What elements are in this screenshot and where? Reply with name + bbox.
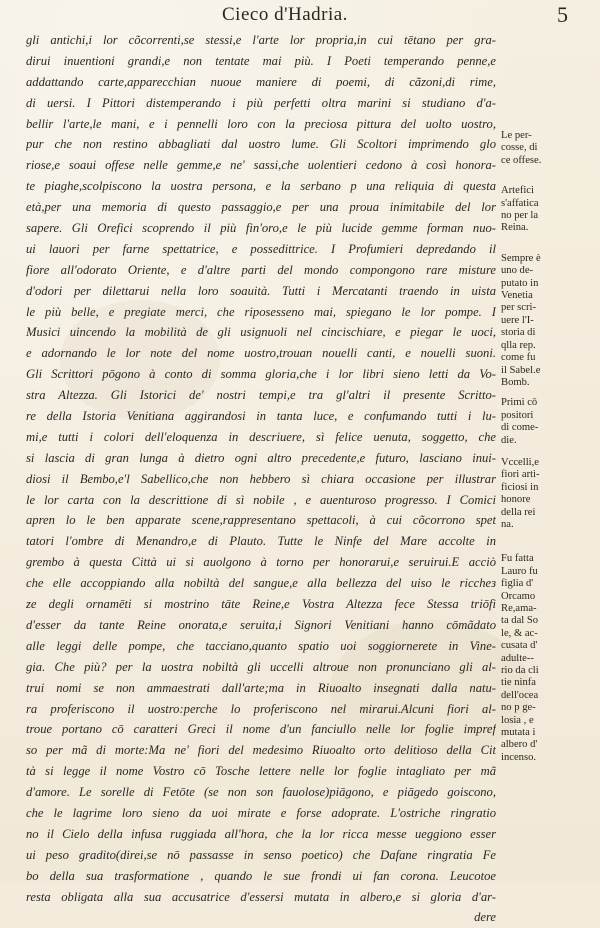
text-line: Gli Scrittori pōgono à conto di somma gloria,che i lor libri sieno letti da Vo- <box>26 367 496 382</box>
text-line: le lor carta con la descrittione di sì nobile , e auenturoso progresso. I Comici <box>26 492 496 507</box>
text-line: e adornando le lor note del nome uostro,trouan nouelli canti, e nouelli suoni. <box>26 346 496 361</box>
margin-note <box>501 130 579 167</box>
margin-notes <box>501 130 579 768</box>
margin-note-line: Vccelli,e <box>501 456 539 468</box>
margin-note-line: putato in <box>501 277 539 289</box>
text-line: re della Istoria Venitiana aggirandosi in tanta luce, e confumando tutti i lu- <box>26 409 496 424</box>
margin-note-line: figlia d' <box>501 578 534 590</box>
margin-note-line: cusata d' <box>501 640 538 652</box>
text-line: troue portano cō caratteri Greci il nome d'un fanciullo nelle lor foglie impref <box>26 722 496 737</box>
margin-note-line: albero d' <box>501 739 538 751</box>
margin-note-line: ficiosi in <box>501 481 539 493</box>
text-line: pur che non restino abbagliati dal uostro lume. Gli Scoltori imprimendo glo <box>26 137 496 152</box>
text-line: apren lo le ben apparate scene,rappresentano spettacoli, à cui cõcorrono spet <box>26 513 496 528</box>
margin-note-line: incenso. <box>501 751 537 763</box>
margin-note-line: il Sabel.e <box>501 364 541 376</box>
margin-note-line: dell'ocea <box>501 689 539 701</box>
text-line: so per mã di morte:Ma ne' fiori del medesimo Riuoalto orto delitioso della Cit <box>26 743 496 758</box>
page-number: 5 <box>557 2 568 27</box>
text-line: fiore all'odorato Oriente, e d'altre parti del mondo compongono rare misture <box>26 262 496 277</box>
text-line: trui nomi se non ammaestrati dall'arte;ma in Riuoalto insegnati dalla natu- <box>26 680 496 695</box>
margin-note-line: s'affatica <box>501 197 539 209</box>
text-line: bo della sua trasformatione , quando le sue frondi ui fan corona. Leucotoe <box>26 868 496 883</box>
margin-note-line: Le per- <box>501 130 532 141</box>
margin-note-line: uno de- <box>501 265 534 277</box>
margin-note-line: no p ge- <box>501 702 536 714</box>
margin-note-line: storia di <box>501 327 536 339</box>
text-line: bellir l'arte,le mani, e i pennelli loro con la preciosa pittura del uolto uostro, <box>26 116 496 131</box>
margin-note-line: Orcamo <box>501 590 536 602</box>
margin-note-line: della rei <box>501 506 536 518</box>
margin-note-line: Fu fatta <box>501 553 534 565</box>
text-line: d'esser da tante Reine onorata,e seruita,i Signori Venitiani hanno cōmãdato <box>26 617 496 632</box>
text-line: che le lagrime loro sieno da uoi mirate e forse adoprate. L'ostriche ringratio <box>26 805 496 820</box>
margin-note-line: per scri- <box>501 302 536 314</box>
text-line: stra Altezza. Gli Istorici de' nostri tempi,e tra gl'altri il presente Scritto- <box>26 388 496 403</box>
text-line: te piaghe,scolpiscono la uostra persona, e la serbano p una reliquia di questa <box>26 179 496 194</box>
margin-note <box>501 397 579 447</box>
text-line: età,per una memoria di questo passaggio,e per una proua inimitabile del lor <box>26 200 496 215</box>
margin-note-line: tie ninfa <box>501 677 537 689</box>
margin-note-line: ce offese. <box>501 154 542 166</box>
margin-note-line: le, & ac- <box>501 627 538 639</box>
page-header <box>0 2 600 28</box>
margin-note-line: mutata i <box>501 727 536 739</box>
text-line: ra proferiscono il uostro:perche lo proferiscono nel mirarui.Alcuni fiori al- <box>26 701 496 716</box>
margin-note-line: Sempre è <box>501 252 541 264</box>
margin-note-line: Lauro fu <box>501 565 538 577</box>
margin-note <box>501 553 579 764</box>
margin-note-line: adulte-- <box>501 652 534 664</box>
margin-note-line: Re,ama- <box>501 603 537 614</box>
margin-note <box>501 185 579 235</box>
margin-note-line: Venetia <box>501 290 533 302</box>
margin-note-line: fiori arti- <box>501 469 540 481</box>
text-line: d'amore. Le sorelle di Fetōte (se non son fauolose)piāgono, e piāgedo goiscono, <box>26 785 496 800</box>
text-line: tatori l'ombre di Menandro,e di Plauto. Tutte le Ninfe del Mare accolte in <box>26 534 496 549</box>
text-line: si lascia di gran lunga à dietro ogni altro precedente,e futuro, lasciano inui- <box>26 450 496 465</box>
text-line: sapere. Gli Orefici scoprendo il più fin'oro,e le più lucide gemme forman nuo- <box>26 221 496 236</box>
text-line: dirui inuentioni grandi,e non tentate mai più. I Poeti temperando penne,e <box>26 53 496 68</box>
margin-note-line: di come- <box>501 422 539 434</box>
text-line: dere <box>474 910 496 925</box>
margin-note-line: die. <box>501 434 517 446</box>
text-line: ze degli ornamēti si mostrino tāte Reine,e Vostra Altezza fece Stessa triōfi <box>26 597 496 612</box>
main-text-block <box>26 30 496 928</box>
text-line: che elle accoppiando alla nobiltà del sangue,e alla bellezza del uiso le riccheз <box>26 576 496 591</box>
margin-note-line: qlla rep. <box>501 339 536 351</box>
margin-note-line: positori <box>501 409 534 421</box>
margin-note-line: na. <box>501 518 514 530</box>
margin-note-line: Reina. <box>501 222 529 234</box>
margin-note-line: Artefici <box>501 185 534 197</box>
text-line: di uersi. I Pittori distemperando i più perfetti oltra marini si studiano d'a- <box>26 95 496 110</box>
margin-note-line: honore <box>501 494 531 506</box>
margin-note <box>501 253 579 389</box>
text-line: addattando carte,apparecchian nuoue maniere di poemi, di cãzoni,di rime, <box>26 74 496 89</box>
margin-note-line: losia , e <box>501 714 534 726</box>
text-line: mi,e tutti i colori dell'eloquenza in descriuere, sì felice uenuta, soggetto, che <box>26 429 496 444</box>
margin-note-line: rio da cli <box>501 665 539 677</box>
text-line: resta obligata alla sua accusatrice d'essersi mutata in albero,e si gloria d'ar- <box>26 889 496 904</box>
margin-note <box>501 457 579 531</box>
margin-note-line: ta dal So <box>501 615 539 627</box>
text-line: ui lauori per farne spettatrice, e possedittrice. I Profumieri depredando il <box>26 241 496 256</box>
text-line: ui peso gradito(direi,se nō passasse in senso poetico) che Dafane ringratia Fe <box>26 847 496 862</box>
text-line: gli antichi,i lor cõcorrenti,se stessi,e l'arte lor propria,in cui tētano per gra- <box>26 33 496 47</box>
text-line: gia. Che più? per la uostra nobiltà gli uccelli altroue non pronunciano gli al- <box>26 659 496 674</box>
margin-note-line: Primi cō <box>501 397 538 409</box>
text-line: diosi il Bembo,e'l Sabellico,che non hebbero sì chiara occasione per illustrar <box>26 471 496 486</box>
margin-note-line: no per la <box>501 210 539 222</box>
text-line: Musici uincendo la mobilità de gli usignuoli nel cincischiare, e piegar le uoci, <box>26 325 496 340</box>
running-title: Cieco d'Hadria. <box>222 4 348 25</box>
text-line: d'odori per dilettarui nella loro soauità. Tutti i Mercatanti traendo in uista <box>26 283 496 298</box>
margin-note-line: come fu <box>501 352 536 364</box>
text-line: tà si legge il nome Vostro cō Tosche lettere nelle lor foglie intagliato per mã <box>26 764 496 779</box>
text-line: riose,e soaui offese nelle gemme,e ne' sassi,che uolentieri cedono à così honora- <box>26 158 496 173</box>
text-line: alle leggi delle pompe, che tacciano,quanto spatio uoi soggiornerete in Vine- <box>26 638 496 653</box>
margin-note-line: cosse, di <box>501 142 538 154</box>
text-line: le più belle, e pregiate merci, che riposesseno mai, spiegano le lor pompe. I <box>26 304 496 319</box>
text-line: no il Cielo della infusa ruggiada all'hora, che la lor ricca messe ueggiono esser <box>26 826 496 841</box>
text-line: grembo à questa Città ui si auolgono à torno per honorarui,e seruirui.E acciò <box>26 555 496 570</box>
margin-note-line: Bomb. <box>501 376 530 388</box>
margin-note-line: uere l'I- <box>501 314 534 326</box>
